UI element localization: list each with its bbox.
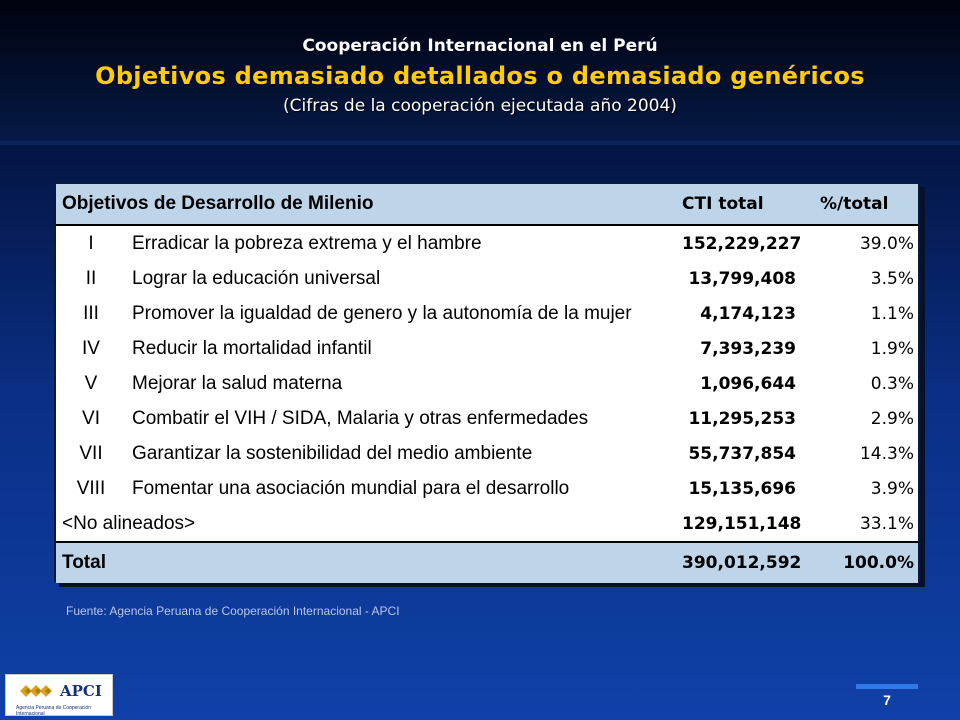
objective-label: Reducir la mortalidad infantil xyxy=(132,337,372,359)
odm-table xyxy=(54,182,920,582)
objective-label: Mejorar la salud materna xyxy=(132,372,343,394)
objective-cti: 4,174,123 xyxy=(700,303,796,324)
objective-pct: 3.5% xyxy=(870,268,914,289)
objective-cti: 55,737,854 xyxy=(688,443,796,464)
slide-subtitle: Cooperación Internacional en el Perú xyxy=(302,36,658,56)
source-note: Fuente: Agencia Peruana de Cooperación Internacional - APCI xyxy=(66,604,400,618)
table-row xyxy=(56,331,918,366)
table-row xyxy=(56,436,918,471)
slide-title: Objetivos demasiado detallados o demasiado genéricos xyxy=(95,62,865,90)
objective-pct: 2.9% xyxy=(870,408,914,429)
objective-cti: 11,295,253 xyxy=(688,408,796,429)
objective-cti: 152,229,227 xyxy=(682,233,802,254)
objective-pct: 0.3% xyxy=(870,373,914,394)
page-number-bar xyxy=(856,684,918,689)
unaligned-label: <No alineados> xyxy=(62,512,196,534)
table-row xyxy=(56,296,918,331)
table-total-row xyxy=(56,542,918,583)
header-cti: CTI total xyxy=(676,184,806,225)
apci-logo-name: APCI xyxy=(60,682,102,700)
objective-cti: 15,135,696 xyxy=(688,478,796,499)
objective-number: I xyxy=(88,232,94,254)
objective-pct: 1.9% xyxy=(870,338,914,359)
objective-number: VIII xyxy=(76,477,106,499)
unaligned-cti: 129,151,148 xyxy=(682,513,802,534)
total-pct: 100.0% xyxy=(806,542,918,583)
unaligned-pct: 33.1% xyxy=(859,513,914,534)
objective-label: Promover la igualdad de genero y la autonomía de la mujer xyxy=(132,302,632,324)
objective-cti: 7,393,239 xyxy=(700,338,796,359)
objective-pct: 1.1% xyxy=(870,303,914,324)
objective-label: Combatir el VIH / SIDA, Malaria y otras enfermedades xyxy=(132,407,589,429)
apci-logo xyxy=(5,674,113,716)
objective-number: VII xyxy=(79,442,103,464)
table-row xyxy=(56,471,918,506)
table-header-row xyxy=(56,184,918,225)
table-row xyxy=(56,366,918,401)
table-row xyxy=(56,225,918,261)
header-pct: %/total xyxy=(806,184,918,225)
table-row xyxy=(56,261,918,296)
apci-logo-mark-icon xyxy=(18,681,58,701)
objective-number: VI xyxy=(82,407,100,429)
objective-label: Erradicar la pobreza extrema y el hambre xyxy=(132,232,482,254)
table-row-unaligned xyxy=(56,506,918,542)
header-objective: Objetivos de Desarrollo de Milenio xyxy=(56,184,676,225)
objective-number: II xyxy=(85,267,97,289)
objective-number: IV xyxy=(82,337,100,359)
objective-pct: 3.9% xyxy=(870,478,914,499)
table-row xyxy=(56,401,918,436)
objective-cti: 13,799,408 xyxy=(688,268,796,289)
objective-label: Garantizar la sostenibilidad del medio ambiente xyxy=(132,442,533,464)
slide-caption: (Cifras de la cooperación ejecutada año 2004) xyxy=(283,96,677,116)
total-cti: 390,012,592 xyxy=(676,542,806,583)
page-number: 7 xyxy=(883,692,891,708)
objective-label: Lograr la educación universal xyxy=(132,267,381,289)
objective-number: III xyxy=(83,302,99,324)
apci-logo-tagline: Agencia Peruana de Cooperación Internacional xyxy=(16,705,92,717)
objective-label: Fomentar una asociación mundial para el desarrollo xyxy=(132,477,570,499)
slide-header xyxy=(0,0,960,142)
objective-number: V xyxy=(84,372,98,394)
objective-cti: 1,096,644 xyxy=(700,373,796,394)
objective-pct: 14.3% xyxy=(859,443,914,464)
objective-pct: 39.0% xyxy=(859,233,914,254)
total-label: Total xyxy=(56,542,676,583)
header-divider xyxy=(0,141,960,145)
